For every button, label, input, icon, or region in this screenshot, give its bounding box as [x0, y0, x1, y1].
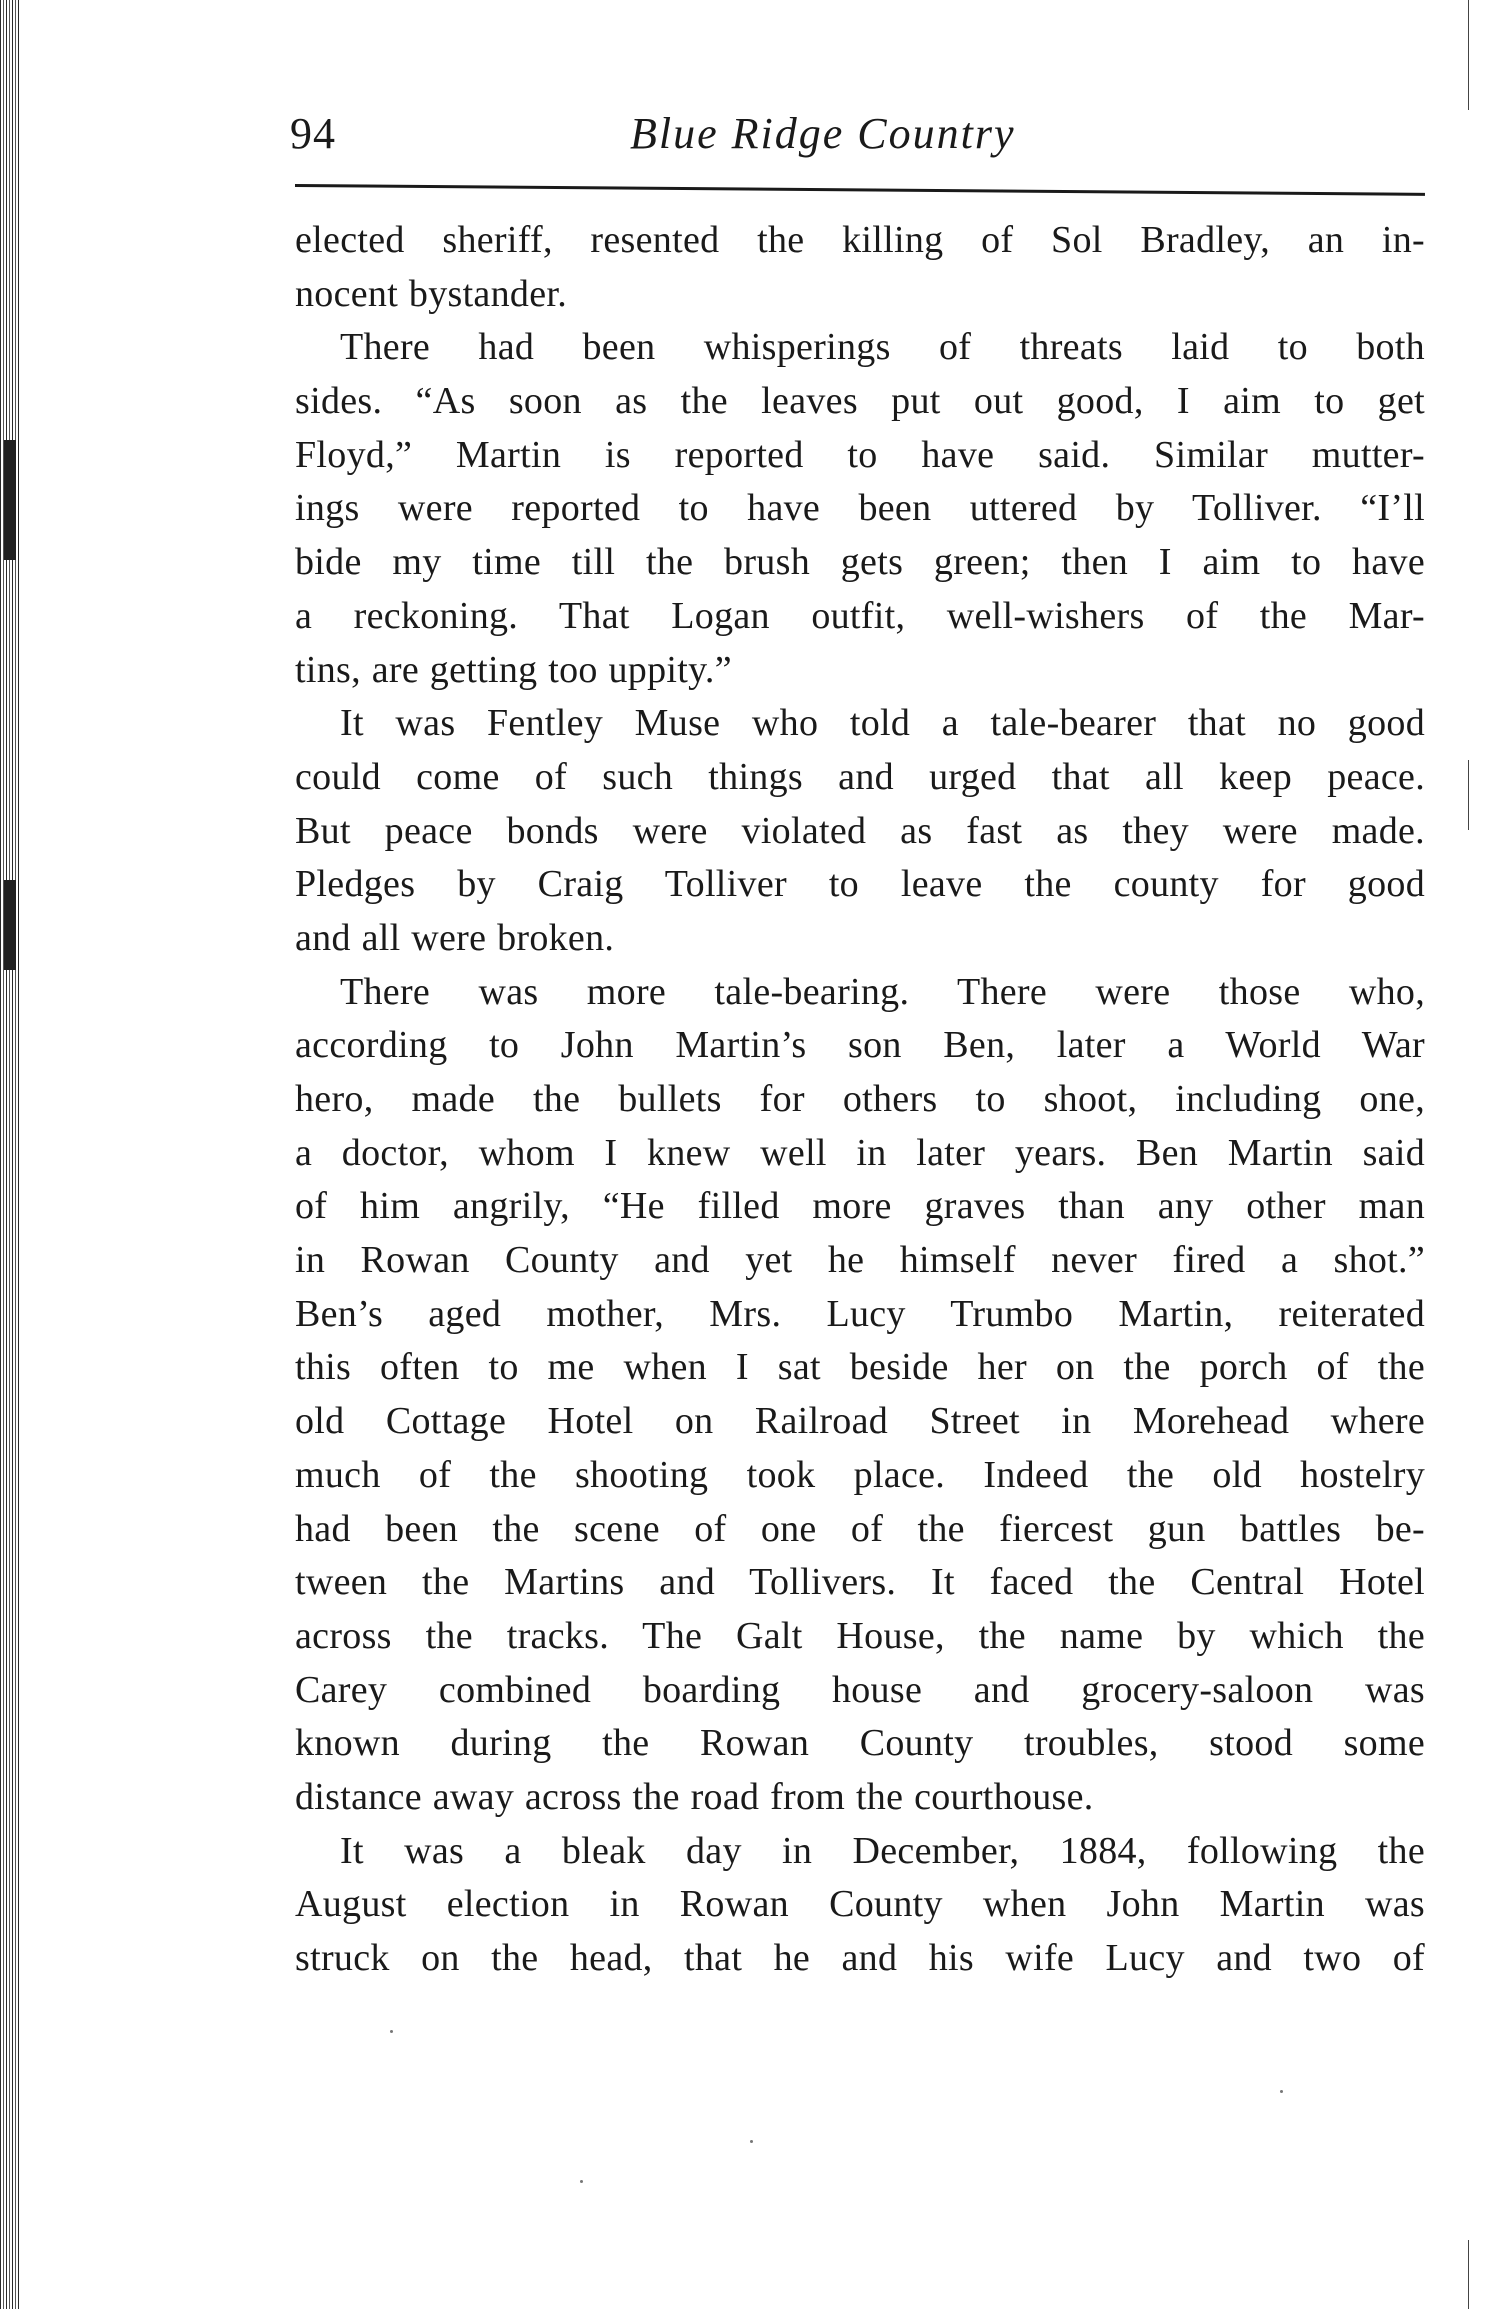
scan-speck — [580, 2180, 583, 2183]
text-line: tins, are getting too uppity.” — [295, 648, 732, 691]
text-line: bide my time till the brush gets green; then I aim to have — [295, 541, 1425, 584]
page-number: 94 — [290, 109, 336, 158]
text-line: had been the scene of one of the fiercest gun battles be- — [295, 1507, 1425, 1550]
text-line: There was more tale-bearing. There were those who, — [340, 970, 1425, 1013]
scan-edge-line — [1468, 2240, 1469, 2309]
text-line: It was a bleak day in December, 1884, following the — [340, 1829, 1425, 1872]
text-line: a doctor, whom I knew well in later years. Ben Martin said — [295, 1131, 1425, 1174]
text-line: elected sheriff, resented the killing of Sol Bradley, an in- — [295, 219, 1425, 261]
text-line: could come of such things and urged that all keep peace. — [295, 755, 1425, 798]
text-line: sides. “As soon as the leaves put out good, I aim to get — [295, 380, 1425, 423]
text-line: much of the shooting took place. Indeed the old hostelry — [295, 1453, 1425, 1496]
scan-speck — [750, 2140, 753, 2143]
text-line: known during the Rowan County troubles, stood some — [295, 1722, 1425, 1765]
body-text — [295, 214, 1425, 1986]
scan-edge-line — [1468, 760, 1469, 830]
text-line: of him angrily, “He filled more graves than any other man — [295, 1185, 1425, 1228]
text-line: and all were broken. — [295, 916, 615, 959]
running-head — [290, 108, 1440, 168]
text-line: old Cottage Hotel on Railroad Street in Morehead where — [295, 1400, 1425, 1443]
scan-speck — [1280, 2090, 1283, 2093]
text-line: Pledges by Craig Tolliver to leave the county for good — [295, 863, 1425, 906]
text-line: nocent bystander. — [295, 272, 568, 315]
text-line: tween the Martins and Tollivers. It faced the Central Hotel — [295, 1561, 1425, 1604]
text-line: hero, made the bullets for others to shoot, including one, — [295, 1078, 1425, 1120]
text-line: across the tracks. The Galt House, the name by which the — [295, 1614, 1425, 1657]
scan-edge-line — [1468, 0, 1469, 110]
scan-speck — [390, 2030, 393, 2033]
text-line: this often to me when I sat beside her on the porch of the — [295, 1346, 1425, 1389]
text-line: distance away across the road from the courthouse. — [295, 1775, 1094, 1818]
text-line: It was Fentley Muse who told a tale-bearer that no good — [340, 702, 1425, 745]
scanned-binding-edge — [0, 0, 20, 2309]
text-line: according to John Martin’s son Ben, later a World War — [295, 1024, 1425, 1067]
text-line: Ben’s aged mother, Mrs. Lucy Trumbo Martin, reiterated — [295, 1292, 1425, 1335]
text-line: a reckoning. That Logan outfit, well-wishers of the Mar- — [295, 594, 1425, 637]
text-line: Carey combined boarding house and grocery-saloon was — [295, 1668, 1425, 1711]
text-line: struck on the head, that he and his wife Lucy and two of — [295, 1937, 1425, 1979]
text-line: Floyd,” Martin is reported to have said. Similar mutter- — [295, 433, 1425, 476]
text-line: August election in Rowan County when John Martin was — [295, 1883, 1425, 1926]
header-rule — [295, 184, 1425, 196]
binding-shadow-mark — [4, 440, 16, 560]
text-line: There had been whisperings of threats laid to both — [340, 326, 1425, 369]
text-line: ings were reported to have been uttered by Tolliver. “I’ll — [295, 487, 1425, 530]
running-title: Blue Ridge Country — [630, 109, 1016, 158]
text-line: in Rowan County and yet he himself never fired a shot.” — [295, 1239, 1425, 1282]
text-line: But peace bonds were violated as fast as they were made. — [295, 809, 1425, 852]
binding-shadow-mark — [4, 880, 16, 970]
